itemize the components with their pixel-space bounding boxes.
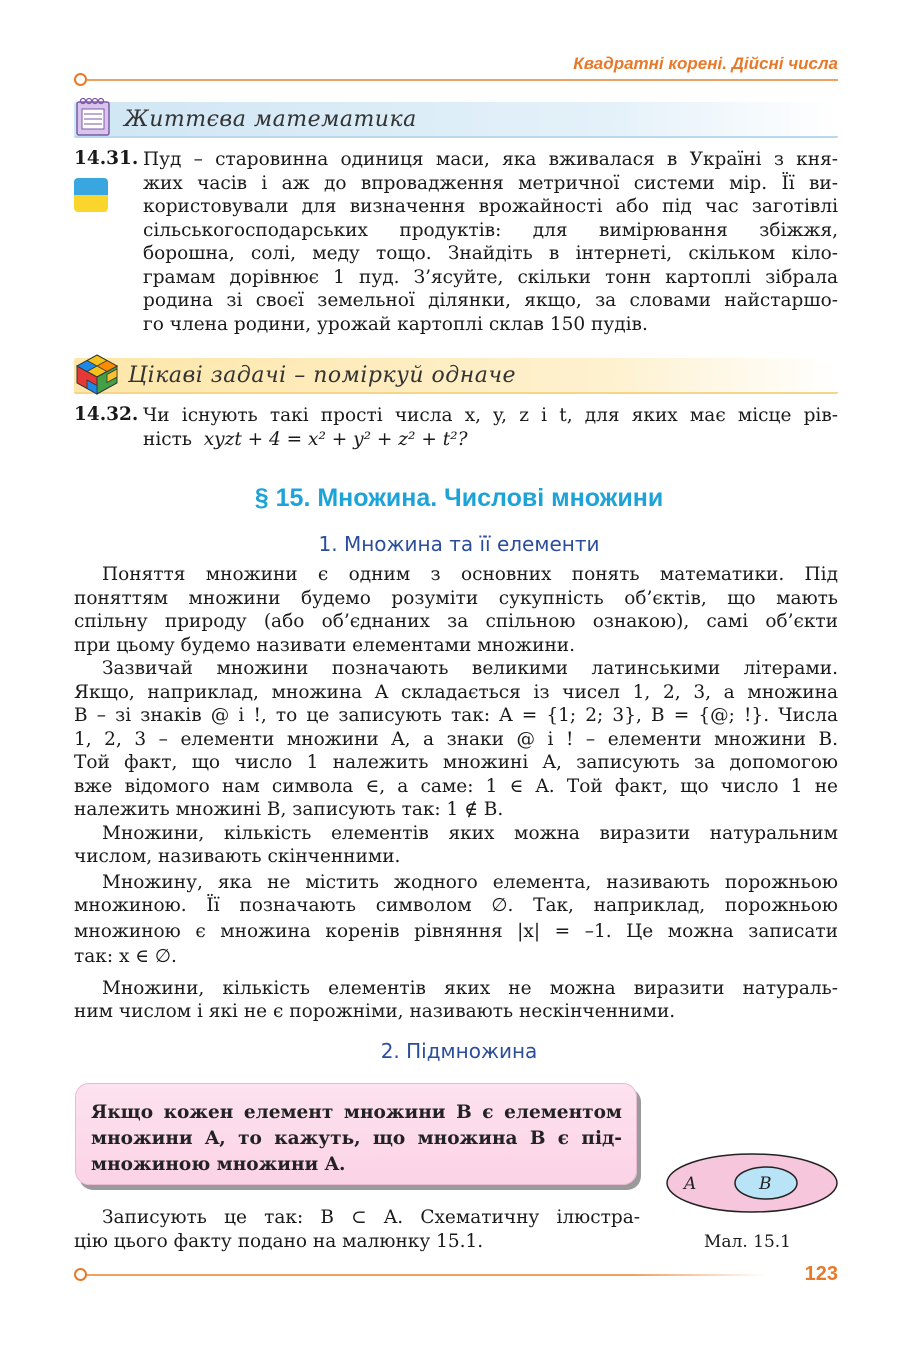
text-line: належить множині B, записують так: 1 ∉ B. xyxy=(74,799,504,820)
text-line: Чи існують такі прості числа x, y, z і t, для яких має місце рів- xyxy=(143,405,838,426)
text-line: множини A, то кажуть, що множина B є під- xyxy=(91,1128,622,1149)
text-line: борошна, солі, меду тощо. Знайдіть в інтернеті, скільком кіло- xyxy=(143,243,838,264)
text-line: сільськогосподарських продуктів: для вимірювання збіжжя, xyxy=(143,219,838,241)
text-line: Той факт, що число 1 належить множині A, записують за допомогою xyxy=(74,752,838,773)
text-line: множиною є множина коренів рівняння |x| = –1. Це можна записати xyxy=(74,920,838,942)
text-line: грамам дорівнює 1 пуд. З’ясуйте, скільки тонн картоплі зібрала xyxy=(143,266,838,288)
puzzles-banner xyxy=(74,358,838,394)
puzzles-banner-label: Цікаві задачі – поміркуй одначе xyxy=(128,362,517,388)
life-math-banner-label: Життєва математика xyxy=(124,106,417,132)
venn-diagram xyxy=(664,1152,842,1216)
life-math-banner xyxy=(74,102,838,138)
body-text xyxy=(74,563,838,1024)
text-line: поняттям множини будемо розуміти сукупність об’єктів, що мають xyxy=(74,587,838,609)
text-line: Поняття множини є одним з основних понять математики. Під xyxy=(102,564,838,585)
text-line: так: x ∈ ∅. xyxy=(74,946,177,967)
set-b-label: B xyxy=(759,1174,772,1194)
text-line: жих часів і аж до впровадження метричної системи мір. Її ви- xyxy=(143,172,838,194)
text-line: Множини, кількість елементів яких можна виразити натуральним xyxy=(102,822,838,844)
page-number: 123 xyxy=(804,1263,838,1285)
text-line: родина зі своєї земельної ділянки, якщо, за словами найстаршо- xyxy=(143,290,838,311)
text-fragment: ність xyxy=(143,428,192,450)
text-line: множиною. Її позначають символом ∅. Так, наприклад, порожньою xyxy=(74,895,838,916)
text-line: B – зі знаків @ і !, то це записують так: A = {1; 2; 3}, B = {@; !}. Числа xyxy=(74,705,838,726)
text-line: го члена родини, урожай картоплі склав 150 пудів. xyxy=(143,313,648,335)
text-line: числом, називають скінченними. xyxy=(74,846,401,867)
equation: xyzt + 4 = x² + y² + z² + t²? xyxy=(203,428,468,450)
text-line: Записують це так: B ⊂ A. Схематичну ілюстра- xyxy=(102,1207,640,1228)
running-title: Квадратні корені. Дійсні числа xyxy=(573,54,838,73)
text-line: Зазвичай множини позначають великими латинськими літерами. xyxy=(102,658,838,679)
figure-caption: Мал. 15.1 xyxy=(704,1232,792,1252)
footer-rule-dot xyxy=(74,1268,87,1281)
footer-rule xyxy=(87,1274,767,1276)
text-line: Множину, яка не містить жодного елемента, називають порожньою xyxy=(102,871,838,893)
text-line: Якщо, наприклад, множина A складається із чисел 1, 2, 3, а множина xyxy=(74,681,838,703)
section-title: § 15. Множина. Числові множини xyxy=(254,484,664,512)
definition-box xyxy=(75,1083,637,1185)
text-line: користовували для визначення врожайності або під час заготівлі xyxy=(143,196,838,217)
text-line: Множини, кількість елементів яких не можна виразити натураль- xyxy=(102,977,838,999)
task-number-14-32: 14.32. xyxy=(74,404,139,425)
task-14-32-text xyxy=(143,404,838,451)
text-line xyxy=(143,428,838,452)
text-line: цію цього факту подано на малюнку 15.1. xyxy=(74,1230,484,1252)
subsection-title-1: 1. Множина та її елементи xyxy=(318,532,600,556)
task-14-31-text xyxy=(143,148,838,336)
text-line: при цьому будемо називати елементами множини. xyxy=(74,634,576,656)
notepad-icon xyxy=(74,96,112,138)
text-line: вже відомого нам символа ∈, а саме: 1 ∈ A. Той факт, що число 1 не xyxy=(74,775,838,797)
text-line: множиною множини A. xyxy=(91,1154,346,1175)
header-rule xyxy=(87,79,838,81)
definition-text xyxy=(91,1100,622,1178)
rubik-cube-icon xyxy=(74,352,120,396)
text-line: 1, 2, 3 – елементи множини A, а знаки @ і ! – елементи множини B. xyxy=(74,728,838,750)
subsection-title-2: 2. Підмножина xyxy=(380,1039,538,1063)
subset-notation-text xyxy=(74,1206,640,1253)
header-rule-dot xyxy=(74,73,87,86)
text-line: ним числом і які не є порожніми, називають нескінченними. xyxy=(74,1001,676,1022)
ukraine-flag-icon xyxy=(74,178,108,212)
task-number-14-31: 14.31. xyxy=(74,148,139,169)
text-line: Пуд – старовинна одиниця маси, яка вживалася в Україні з кня- xyxy=(143,149,838,170)
text-line: спільну природу (або об’єднаних за спільною ознакою), самі об’єкти xyxy=(74,611,838,632)
text-line: Якщо кожен елемент множини B є елементом xyxy=(91,1102,622,1123)
set-a-label: A xyxy=(684,1174,697,1194)
